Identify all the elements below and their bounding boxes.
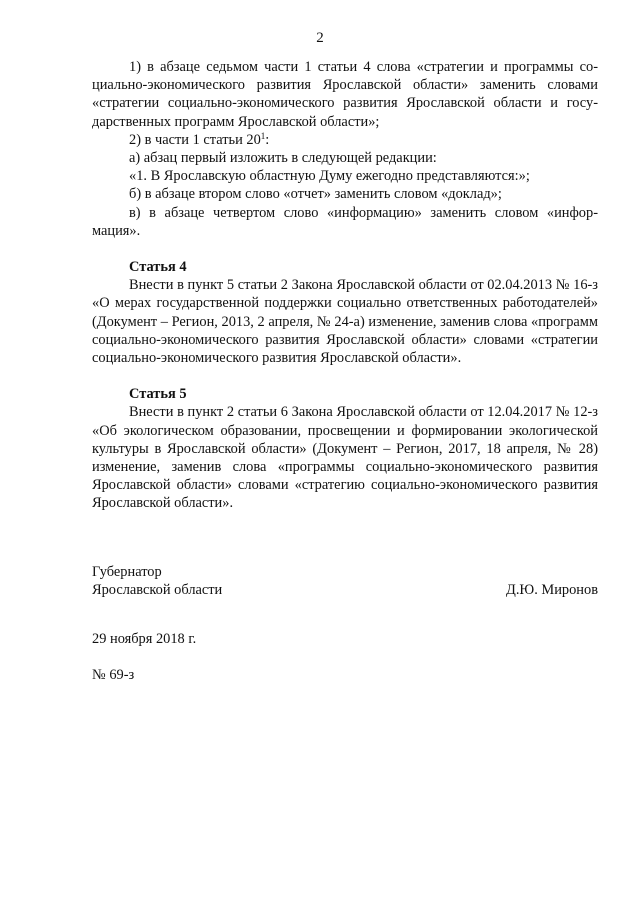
paragraph-amendment-2a: а) абзац первый изложить в следующей редакции: xyxy=(129,150,437,167)
article-4-heading: Статья 4 xyxy=(129,259,187,276)
article-4-text: Внести в пункт 5 статьи 2 Закона Ярославской области от 02.04.2013 № 16-з «О мерах государственной поддержки социально ответственных работодателей» (Документ – Регион, 2013, 2 апреля, № 24-а) изменение, заменив слова «программ социально-экономического развития Ярославской области» словами «стратегии социально-экономического развития Ярославской области». xyxy=(92,277,598,367)
signature-title-line1: Губернатор xyxy=(92,564,162,580)
paragraph-quote: «1. В Ярославскую областную Думу ежегодно представляются:»; xyxy=(129,168,530,185)
page-number: 2 xyxy=(316,30,324,46)
signature-row xyxy=(92,581,598,599)
paragraph-amendment-1: 1) в абзаце седьмом части 1 статьи 4 слова «стратегии и программы социально-экономического развития Ярославской области» заменить словами «стратегии социально-экономического развития Ярославской области и государственных программ Ярославской области»; xyxy=(92,59,598,130)
signature-title-line2: Ярославской области xyxy=(92,582,223,598)
signature-block xyxy=(92,563,598,599)
signatory-name: Д.Ю. Миронов xyxy=(506,582,598,598)
article-5-text: Внести в пункт 2 статьи 6 Закона Ярославской области от 12.04.2017 № 12-з «Об экологическом образовании, просвещении и формировании экологической культуры в Ярославской области» (Документ – Регион, 2017, 18 апреля, № 28) изменение, заменив слова «программы социально-экономического развития Ярославской области» словами «стратегию социально-экономического развития Ярославской области». xyxy=(92,404,598,512)
document-date: 29 ноября 2018 г. xyxy=(92,631,197,647)
paragraph-amendment-2 xyxy=(92,131,598,149)
paragraph-amendment-2-end: : xyxy=(265,131,270,148)
superscript-index: 1 xyxy=(260,130,266,141)
document-body xyxy=(92,58,598,513)
paragraph-amendment-2-text: 2) в части 1 статьи 20 xyxy=(129,131,261,148)
law-number: № 69-з xyxy=(92,667,135,683)
article-5-heading: Статья 5 xyxy=(129,386,187,403)
paragraph-amendment-2b: б) в абзаце втором слово «отчет» заменить словом «доклад»; xyxy=(129,186,502,203)
paragraph-amendment-2v: в) в абзаце четвертом слово «информацию» заменить словом «информация». xyxy=(92,204,598,239)
